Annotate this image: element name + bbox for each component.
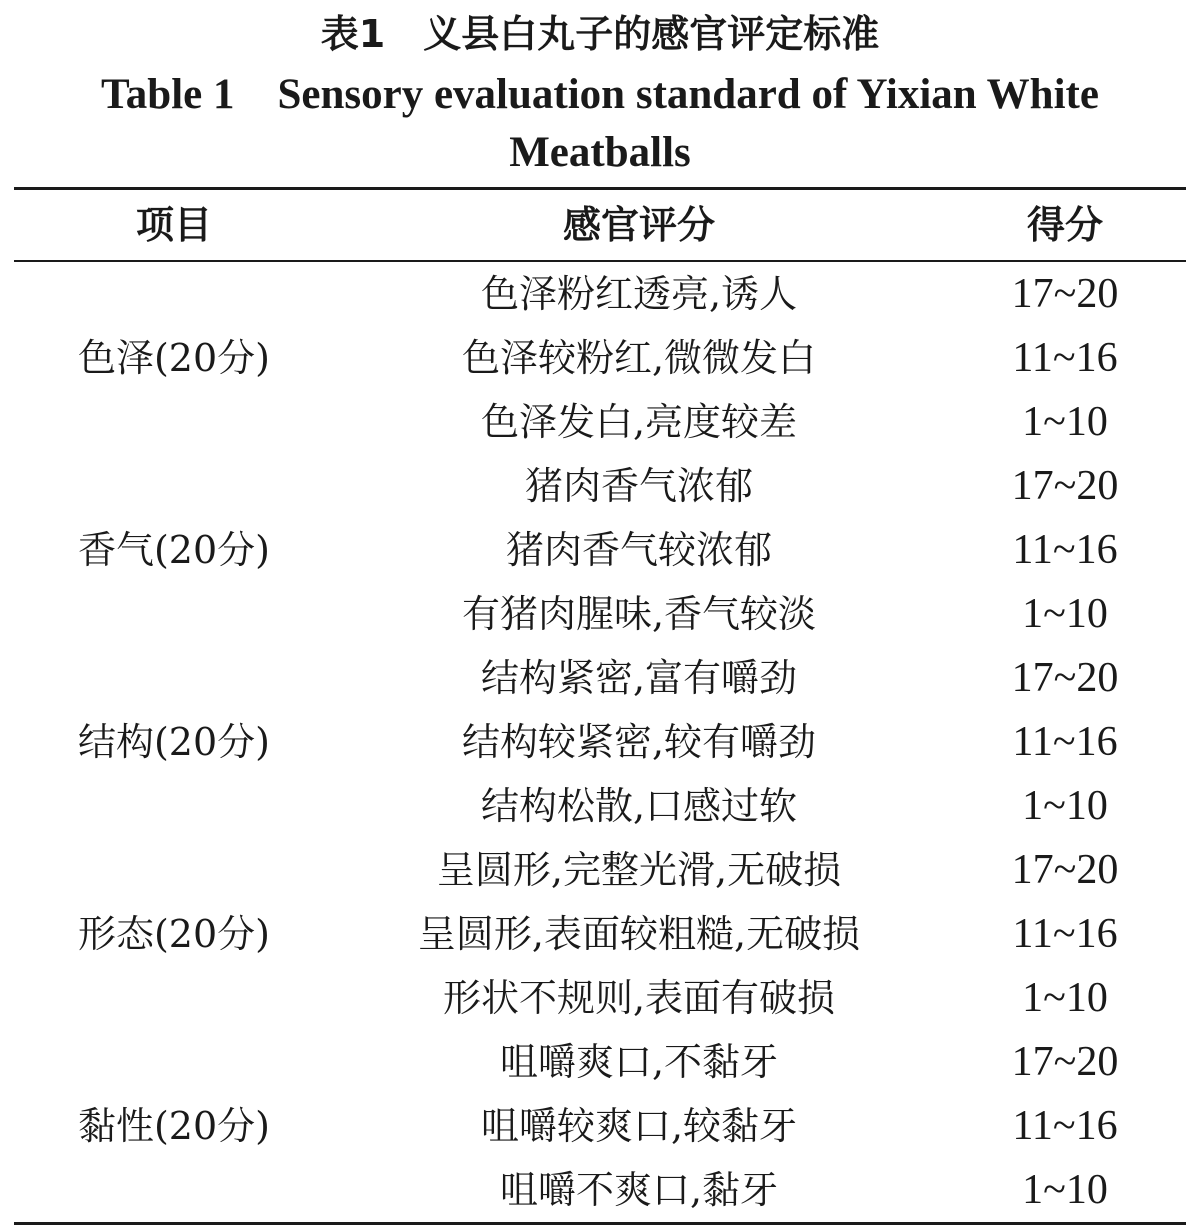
row-score: 17~20 (1011, 1039, 1119, 1085)
group-item-label: 结构(20分) (77, 720, 270, 764)
table-row (334, 966, 1186, 1030)
row-description: 呈圆形,表面较粗糙,无破损 (417, 912, 861, 956)
row-score: 11~16 (1012, 911, 1118, 957)
row-description: 猪肉香气较浓郁 (505, 528, 772, 572)
row-description: 结构松散,口感过软 (480, 784, 798, 828)
table-row (334, 326, 1186, 390)
row-description: 呈圆形,完整光滑,无破损 (436, 848, 842, 892)
table-row (334, 774, 1186, 838)
group-item-label: 形态(20分) (77, 912, 270, 956)
table-group-structure (14, 646, 1186, 838)
row-description: 结构较紧密,较有嚼劲 (461, 720, 817, 764)
row-score: 1~10 (1022, 783, 1108, 829)
table-caption-chinese: 表1 义县白丸子的感官评定标准 (320, 12, 880, 56)
table-row (334, 582, 1186, 646)
group-item-label: 黏性(20分) (77, 1104, 270, 1148)
table-row (334, 262, 1186, 326)
row-description: 色泽粉红透亮,诱人 (480, 272, 798, 316)
row-description: 形状不规则,表面有破损 (442, 976, 836, 1020)
table-row (334, 454, 1186, 518)
row-description: 结构紧密,富有嚼劲 (480, 656, 798, 700)
row-score: 11~16 (1012, 335, 1118, 381)
row-score: 17~20 (1011, 655, 1119, 701)
row-description: 猪肉香气浓郁 (524, 464, 753, 508)
group-item-label: 香气(20分) (77, 528, 270, 572)
row-score: 1~10 (1022, 399, 1108, 445)
row-score: 11~16 (1012, 527, 1118, 573)
header-item: 项目 (135, 203, 212, 247)
row-score: 17~20 (1011, 847, 1119, 893)
table-row (334, 646, 1186, 710)
table-body (14, 262, 1186, 1222)
table-row (334, 838, 1186, 902)
header-points: 得分 (1026, 203, 1103, 247)
table-row (334, 1094, 1186, 1158)
row-score: 1~10 (1022, 1167, 1108, 1213)
table-row (334, 1158, 1186, 1222)
row-description: 有猪肉腥味,香气较淡 (461, 592, 817, 636)
table-caption-english: Table 1 Sensory evaluation standard of Yixian White Meatballs (101, 71, 1110, 176)
table-group-aroma (14, 454, 1186, 646)
row-description: 咀嚼爽口,不黏牙 (499, 1040, 779, 1084)
table-row (334, 390, 1186, 454)
header-sensory-score: 感官评分 (562, 203, 715, 247)
row-description: 色泽发白,亮度较差 (480, 400, 798, 444)
row-score: 17~20 (1011, 271, 1119, 317)
row-score: 1~10 (1022, 975, 1108, 1021)
table-group-color (14, 262, 1186, 454)
table-bottom-rule (14, 1222, 1186, 1225)
table-row (334, 1030, 1186, 1094)
row-description: 色泽较粉红,微微发白 (461, 336, 817, 380)
group-item-label: 色泽(20分) (77, 336, 270, 380)
table-group-shape (14, 838, 1186, 1030)
table-header-row (14, 190, 1186, 260)
row-score: 1~10 (1022, 591, 1108, 637)
row-score: 11~16 (1012, 719, 1118, 765)
table-group-stickiness (14, 1030, 1186, 1222)
table-row (334, 518, 1186, 582)
table-row (334, 710, 1186, 774)
table-row (334, 902, 1186, 966)
row-score: 11~16 (1012, 1103, 1118, 1149)
row-score: 17~20 (1011, 463, 1119, 509)
row-description: 咀嚼较爽口,较黏牙 (480, 1104, 798, 1148)
row-description: 咀嚼不爽口,黏牙 (499, 1168, 779, 1212)
